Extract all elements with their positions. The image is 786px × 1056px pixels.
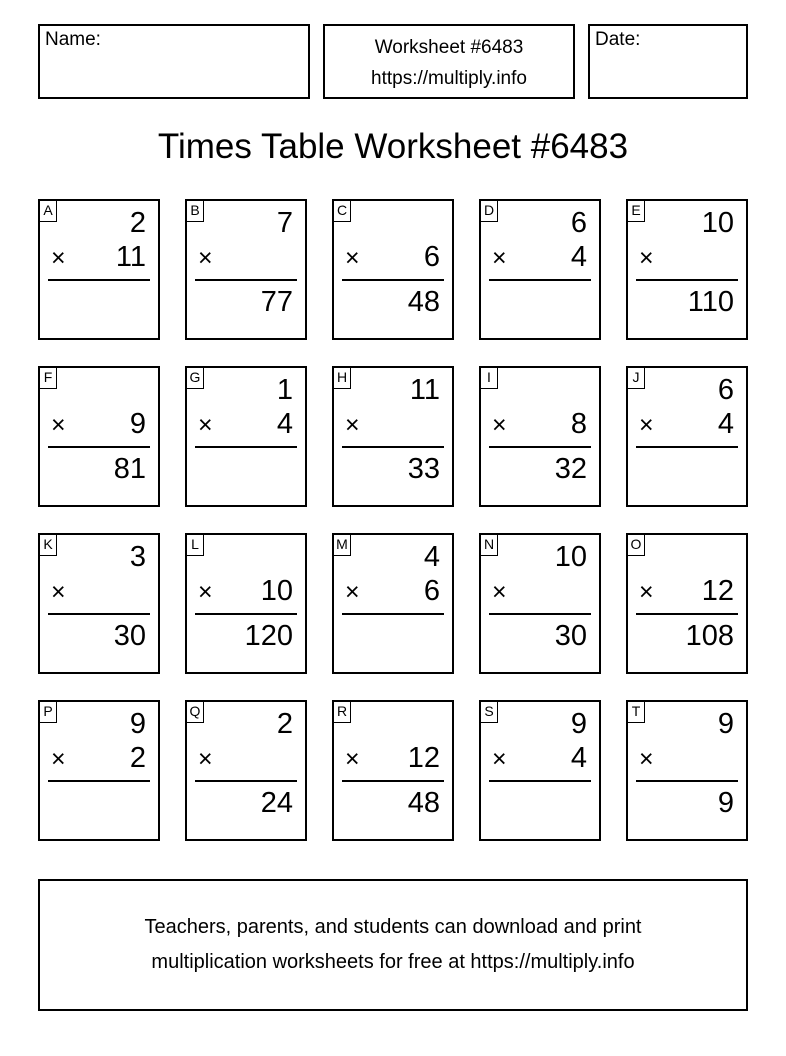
answer-line xyxy=(342,446,444,448)
multiplier: 11 xyxy=(115,241,146,273)
answer-line xyxy=(636,446,738,448)
problem-letter: J xyxy=(628,368,645,389)
multiplicand: 9 xyxy=(570,708,587,740)
problem-card xyxy=(185,366,307,507)
answer-line xyxy=(342,780,444,782)
multiply-sign: × xyxy=(492,411,507,439)
multiplier: 4 xyxy=(276,408,293,440)
multiplicand: 3 xyxy=(129,541,146,573)
problem-letter: S xyxy=(481,702,498,723)
multiply-sign: × xyxy=(492,578,507,606)
product: 81 xyxy=(113,453,146,485)
multiplicand: 10 xyxy=(554,541,587,573)
problem-letter: G xyxy=(187,368,204,389)
multiplicand: 10 xyxy=(701,207,734,239)
footer-line-1: Teachers, parents, and students can download and print xyxy=(144,916,642,938)
product: 120 xyxy=(244,620,293,652)
answer-line xyxy=(195,446,297,448)
problem-card xyxy=(185,533,307,674)
multiplicand: 1 xyxy=(276,374,293,406)
product: 9 xyxy=(717,787,734,819)
multiplier: 6 xyxy=(423,575,440,607)
problem-letter: K xyxy=(40,535,57,556)
answer-line xyxy=(636,780,738,782)
multiplier: 12 xyxy=(407,742,440,774)
multiply-sign: × xyxy=(345,244,360,272)
footer-line-2: multiplication worksheets for free at https://multiply.info xyxy=(151,951,635,973)
worksheet-number: Worksheet #6483 xyxy=(374,37,524,58)
problem-letter: N xyxy=(481,535,498,556)
problem-card xyxy=(38,533,160,674)
multiplicand: 9 xyxy=(717,708,734,740)
problem-letter: M xyxy=(334,535,351,556)
answer-line xyxy=(489,279,591,281)
problem-letter: D xyxy=(481,201,498,222)
product: 108 xyxy=(685,620,734,652)
problem-letter: Q xyxy=(187,702,204,723)
multiplicand: 11 xyxy=(409,374,440,406)
problem-card xyxy=(332,366,454,507)
multiplier: 4 xyxy=(570,742,587,774)
multiply-sign: × xyxy=(639,745,654,773)
product: 110 xyxy=(687,286,734,318)
answer-line xyxy=(489,446,591,448)
product: 77 xyxy=(260,286,293,318)
multiplier: 12 xyxy=(701,575,734,607)
problem-card xyxy=(38,700,160,841)
problem-card xyxy=(185,199,307,340)
problem-card xyxy=(185,700,307,841)
problem-letter: B xyxy=(187,201,204,222)
problem-card xyxy=(479,366,601,507)
answer-line xyxy=(48,613,150,615)
product: 48 xyxy=(407,787,440,819)
answer-line xyxy=(195,613,297,615)
product: 32 xyxy=(554,453,587,485)
problem-card xyxy=(626,366,748,507)
multiplier: 4 xyxy=(717,408,734,440)
multiply-sign: × xyxy=(345,745,360,773)
problem-card xyxy=(626,700,748,841)
multiplicand: 7 xyxy=(276,207,293,239)
problem-letter: H xyxy=(334,368,351,389)
multiplier: 4 xyxy=(570,241,587,273)
footer-note xyxy=(38,879,748,1011)
multiplier: 6 xyxy=(423,241,440,273)
date-label: Date: xyxy=(595,29,641,50)
problem-card xyxy=(479,533,601,674)
problem-letter: A xyxy=(40,201,57,222)
answer-line xyxy=(48,446,150,448)
multiply-sign: × xyxy=(639,578,654,606)
product: 30 xyxy=(113,620,146,652)
multiply-sign: × xyxy=(51,411,66,439)
problem-card xyxy=(479,199,601,340)
multiply-sign: × xyxy=(51,578,66,606)
multiply-sign: × xyxy=(639,411,654,439)
name-label: Name: xyxy=(45,29,101,50)
multiplier: 2 xyxy=(129,742,146,774)
multiply-sign: × xyxy=(51,745,66,773)
problem-letter: R xyxy=(334,702,351,723)
answer-line xyxy=(48,279,150,281)
multiplicand: 6 xyxy=(570,207,587,239)
multiplicand: 4 xyxy=(423,541,440,573)
problem-letter: P xyxy=(40,702,57,723)
problem-letter: E xyxy=(628,201,645,222)
multiply-sign: × xyxy=(639,244,654,272)
multiply-sign: × xyxy=(492,244,507,272)
multiplier: 10 xyxy=(260,575,293,607)
answer-line xyxy=(489,780,591,782)
multiplier: 8 xyxy=(570,408,587,440)
answer-line xyxy=(195,279,297,281)
problem-card xyxy=(626,199,748,340)
problem-card xyxy=(332,700,454,841)
problem-letter: I xyxy=(481,368,498,389)
multiply-sign: × xyxy=(198,411,213,439)
answer-line xyxy=(342,613,444,615)
multiply-sign: × xyxy=(198,244,213,272)
product: 24 xyxy=(260,787,293,819)
multiply-sign: × xyxy=(492,745,507,773)
problem-card xyxy=(38,366,160,507)
multiply-sign: × xyxy=(51,244,66,272)
problem-card xyxy=(479,700,601,841)
multiplier: 9 xyxy=(129,408,146,440)
product: 33 xyxy=(407,453,440,485)
site-url: https://multiply.info xyxy=(371,68,527,89)
answer-line xyxy=(342,279,444,281)
problem-card xyxy=(332,533,454,674)
problem-letter: T xyxy=(628,702,645,723)
multiplicand: 2 xyxy=(276,708,293,740)
multiply-sign: × xyxy=(198,578,213,606)
problem-card xyxy=(38,199,160,340)
answer-line xyxy=(489,613,591,615)
problem-letter: C xyxy=(334,201,351,222)
product: 48 xyxy=(407,286,440,318)
multiplicand: 2 xyxy=(129,207,146,239)
multiply-sign: × xyxy=(345,411,360,439)
problem-letter: O xyxy=(628,535,645,556)
product: 30 xyxy=(554,620,587,652)
multiplicand: 9 xyxy=(129,708,146,740)
multiply-sign: × xyxy=(198,745,213,773)
multiplicand: 6 xyxy=(717,374,734,406)
answer-line xyxy=(636,613,738,615)
answer-line xyxy=(195,780,297,782)
multiply-sign: × xyxy=(345,578,360,606)
problem-letter: F xyxy=(40,368,57,389)
answer-line xyxy=(636,279,738,281)
page-title: Times Table Worksheet #6483 xyxy=(157,127,629,166)
problem-letter: L xyxy=(187,535,204,556)
problem-card xyxy=(626,533,748,674)
answer-line xyxy=(48,780,150,782)
problem-card xyxy=(332,199,454,340)
